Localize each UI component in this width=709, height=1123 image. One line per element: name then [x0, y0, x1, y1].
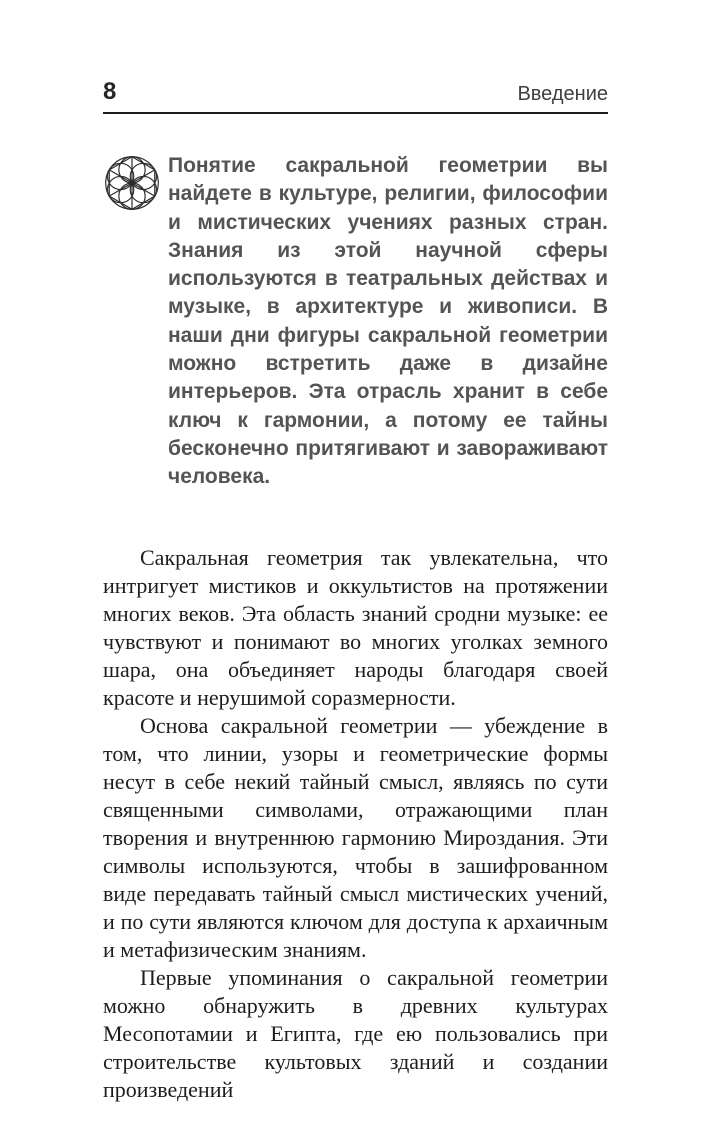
- seed-of-life-icon: [103, 152, 168, 212]
- body-paragraph-2: Основа сакральной геометрии — убеждение в том, что линии, узоры и геометрические формы несут в себе некий тайный смысл, являясь по сути священными символами, отражающими план творения и внутреннюю гармонию Мироздания. Эти символы используются, чтобы в зашифрованном виде передавать тайный смысл мистических учений, и по сути являются ключом для доступа к архаичным и метафизическим знаниям.: [103, 712, 608, 962]
- lead-paragraph: Понятие сакральной геометрии вы найдете в культуре, религии, философии и мистических учениях разных стран. Знания из этой научной сферы используются в театральных действах и музыке, в архитектуре и живописи. В наши дни фигуры сакральной геометрии можно встретить даже в дизайне интерьеров. Эта отрасль хранит в себе ключ к гармонии, а потому ее тайны бесконечно притягивают и завораживают человека.: [168, 154, 608, 489]
- body-text: [103, 544, 608, 1104]
- page-number: 8: [103, 78, 117, 105]
- running-header: [103, 80, 608, 104]
- body-paragraph-3: Первые упоминания о сакральной геометрии можно обнаружить в древних культурах Месопотамии и Египта, где ею пользовались при строительстве культовых зданий и создании произведений: [103, 964, 608, 1102]
- header-rule: [103, 112, 608, 114]
- body-paragraph-1: Сакральная геометрия так увлекательна, что интригует мистиков и оккультистов на протяжении многих веков. Эта область знаний сродни музыке: ее чувствуют и понимают во многих уголках земного шара, она объединяет народы благодаря своей красоте и нерушимой соразмерности.: [103, 544, 608, 710]
- lead-block: [103, 152, 608, 492]
- running-title: Введение: [517, 83, 608, 105]
